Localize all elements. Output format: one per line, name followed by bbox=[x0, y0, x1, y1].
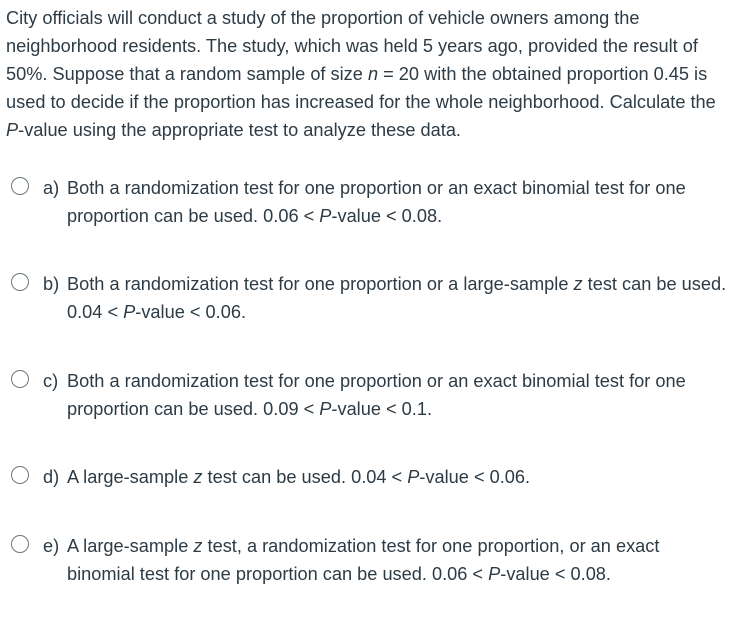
radio-button-a[interactable] bbox=[11, 177, 29, 195]
option-text-part: -value < 0.1. bbox=[331, 399, 433, 419]
radio-button-e[interactable] bbox=[11, 535, 29, 553]
option-letter: d) bbox=[43, 467, 60, 487]
option-e-label[interactable] bbox=[43, 532, 727, 588]
variable-p: P bbox=[488, 564, 501, 584]
option-text-part: -value < 0.08. bbox=[331, 206, 443, 226]
option-text-part: -value < 0.06. bbox=[135, 302, 246, 322]
variable-p: P bbox=[319, 399, 332, 419]
option-a[interactable] bbox=[11, 174, 736, 230]
question-text-part: = 20 with the obtained proportion 0.45 is used to decide if the proportion has increased for the whole neighborhood. Calculate the bbox=[6, 64, 716, 112]
option-text-part: test, a randomization test for one proportion, or an exact binomial test for one proportion can be used. 0.06 < bbox=[67, 536, 660, 584]
option-text-part: test can be used. 0.04 < bbox=[202, 467, 408, 487]
option-b[interactable] bbox=[11, 270, 736, 326]
radio-button-d[interactable] bbox=[11, 466, 29, 484]
option-text-part: Both a randomization test for one proportion or an exact binomial test for one proportion can be used. 0.06 < bbox=[67, 178, 686, 226]
variable-z: z bbox=[193, 536, 203, 556]
option-d-label[interactable] bbox=[43, 463, 727, 491]
option-e[interactable] bbox=[11, 532, 736, 588]
variable-z: z bbox=[573, 274, 583, 294]
option-a-label[interactable] bbox=[43, 174, 727, 230]
option-d[interactable] bbox=[11, 463, 736, 491]
option-text-part: Both a randomization test for one proportion or a large-sample bbox=[67, 274, 574, 294]
variable-z: z bbox=[193, 467, 203, 487]
option-text-part: A large-sample bbox=[67, 536, 194, 556]
option-c[interactable] bbox=[11, 367, 736, 423]
variable-p: P bbox=[123, 302, 136, 322]
option-text bbox=[67, 270, 727, 326]
question-text-part: City officials will conduct a study of the proportion of vehicle owners among the neighborhood residents. The study, which was held 5 years ago, provided the result of 50%. Suppose that a random sample of size bbox=[6, 8, 698, 84]
variable-p: P bbox=[407, 467, 420, 487]
variable-p: P bbox=[6, 120, 19, 140]
option-text-part: Both a randomization test for one proportion or an exact binomial test for one proportion can be used. 0.09 < bbox=[67, 371, 686, 419]
variable-p: P bbox=[319, 206, 332, 226]
option-text-part: -value < 0.08. bbox=[500, 564, 611, 584]
option-text bbox=[67, 532, 727, 588]
option-letter: e) bbox=[43, 536, 60, 556]
option-text-part: test can be used. 0.04 < bbox=[67, 274, 727, 322]
question-text-part: -value using the appropriate test to analyze these data. bbox=[18, 120, 461, 140]
option-letter: c) bbox=[43, 371, 59, 391]
variable-n: n bbox=[367, 64, 379, 84]
option-text bbox=[67, 174, 727, 230]
option-letter: a) bbox=[43, 178, 60, 198]
option-c-label[interactable] bbox=[43, 367, 727, 423]
option-text-part: A large-sample bbox=[67, 467, 194, 487]
radio-button-b[interactable] bbox=[11, 273, 29, 291]
option-b-label[interactable] bbox=[43, 270, 727, 326]
option-text bbox=[67, 463, 727, 491]
option-text-part: -value < 0.06. bbox=[419, 467, 531, 487]
option-text bbox=[67, 367, 727, 423]
option-letter: b) bbox=[43, 274, 60, 294]
radio-button-c[interactable] bbox=[11, 370, 29, 388]
